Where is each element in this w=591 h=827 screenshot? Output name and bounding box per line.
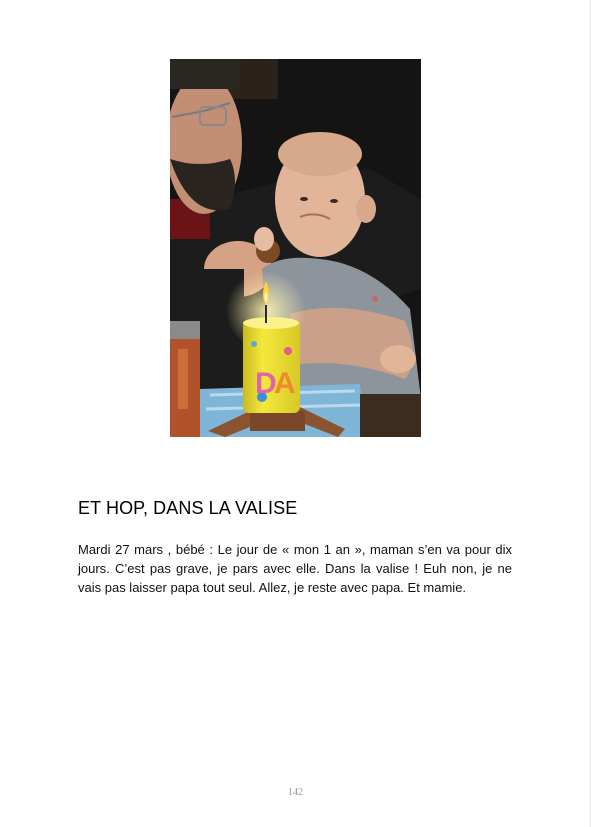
baby-hand: [254, 227, 274, 251]
section-heading: ET HOP, DANS LA VALISE: [78, 498, 298, 518]
body-paragraph: Mardi 27 mars , bébé : Le jour de « mon 1 an », maman s’en va pour dix jours. C’est pas grave, je pars avec elle. Dans la valise ! Euh non, je ne vais pas laisser papa tout seul. Allez, je reste avec papa. Et mamie.: [78, 542, 512, 595]
cookie-stack: [250, 411, 305, 431]
photo-father-baby-birthday-candle: [170, 59, 421, 437]
photo-illustration: [170, 59, 421, 437]
baby-ear: [356, 195, 376, 223]
page-number: 142: [288, 787, 303, 798]
svg-text:A: A: [274, 367, 296, 400]
father-hair: [170, 59, 240, 89]
candle-lettering: D: [255, 367, 277, 400]
